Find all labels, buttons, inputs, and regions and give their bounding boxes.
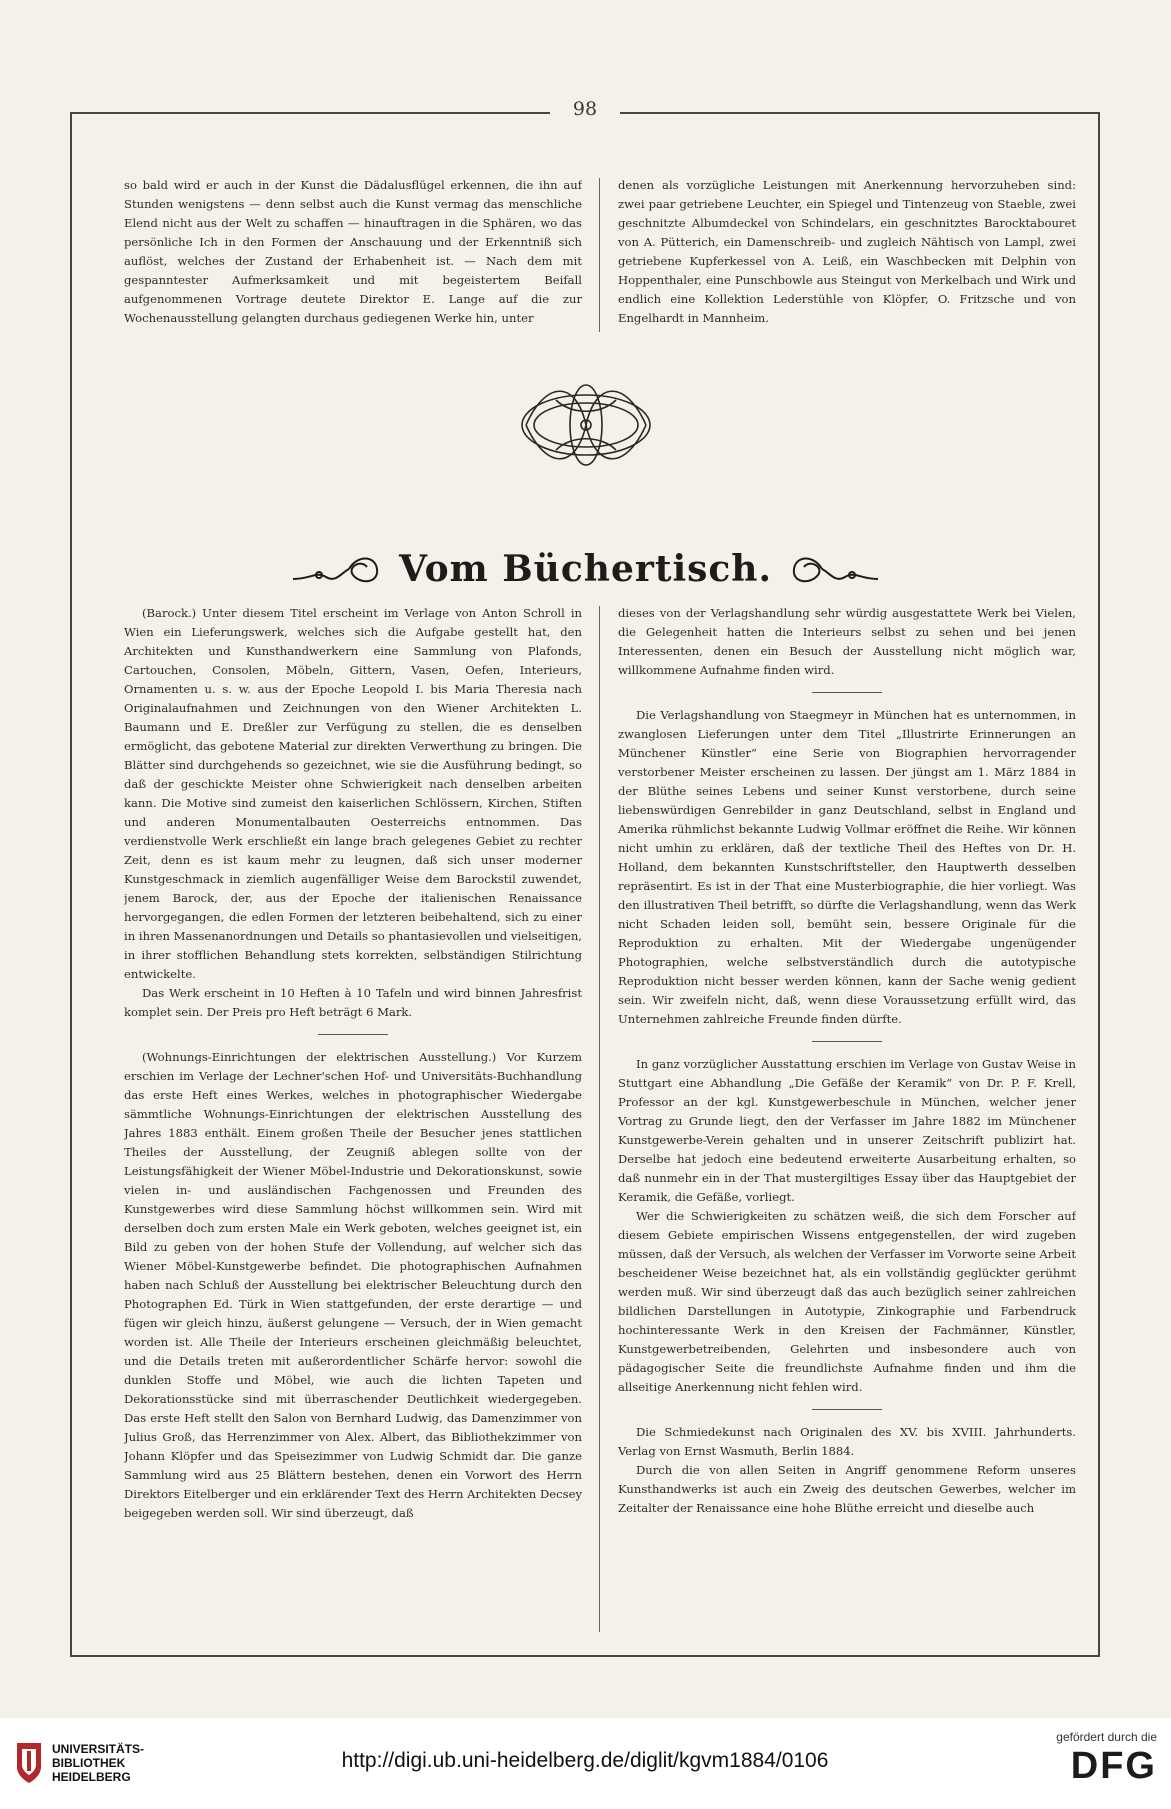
library-name-line: UNIVERSITÄTS- bbox=[52, 1742, 145, 1756]
top-left-column bbox=[124, 176, 582, 334]
separator-rule bbox=[318, 1034, 388, 1035]
paragraph: Wer die Schwierigkeiten zu schätzen weiß, die sich dem Forscher auf diesem Gebiete empirischen Wissens entgegenstellen, der wird zugeben müssen, daß der Versuch, als welchen der Verfasser im Vorworte seine Arbeit bescheidener Weise bezeichnet hat, als ein vollständig geglückter gerühmt werden muß. Wir sind überzeugt daß das auch bezüglich seiner zahlreichen bildlichen Darstellungen in Autotypie, Zinkographie und Farbendruck hochinteressante Werk in den Kreisen der Fachmänner, Künstler, Kunstgewerbetreibenden, Gelehrten und insbesondere auch von pädagogischer Seite die freundlichste Aufnahme finden und ihm die allseitige Anerkennung nicht fehlen wird. bbox=[618, 1209, 1076, 1394]
paragraph: (Barock.) Unter diesem Titel erscheint im Verlage von Anton Schroll in Wien ein Lieferungswerk, welches sich die Aufgabe gestellt hat, den Architekten und Kunsthandwerkern eine Sammlung von Plafonds, Cartouchen, Consolen, Möbeln, Gittern, Vasen, Oefen, Interieurs, Ornamenten u. s. w. aus der Epoche Leopold I. bis Maria Theresia nach Originalaufnahmen und Zeichnungen von den Wiener Architekten L. Baumann und E. Dreßler zur Verfügung zu stellen, die es denselben ermöglicht, das gebotene Material zur direkten Verwerthung zu bringen. Die Blätter sind durchgehends so gezeichnet, wie sie die Ausführung bedingt, so daß der geschickte Meister ohne Schwierigkeit nach denselben arbeiten kann. Die Motive sind zumeist den kaiserlichen Schlössern, Kirchen, Stiften und anderen Monumentalbauten Oesterreichs entnommen. Das verdienstvolle Werk erschließt ein lange brach gelegenes Gebiet zu rechter Zeit, denn es ist kaum mehr zu leugnen, daß sich unser moderner Kunstgeschmack in ziemlich augenfälliger Weise dem Barockstil zuwendet, jenem Barock, der, aus der Epoche der italienischen Renaissance hervorgegangen, die edlen Formen der letzteren beibehaltend, sich zu einer in ihren Massenanordnungen und Details so phantasievollen und vielseitigen, in ihrer stofflichen Behandlung stets korrekten, selbständigen Stilrichtung entwickelte. bbox=[124, 606, 582, 981]
funding-text: gefördert durch die bbox=[1056, 1730, 1157, 1744]
paragraph: dieses von der Verlagshandlung sehr würdig ausgestattete Werk bei Vielen, die Gelegenheit hatten die Interieurs selbst zu sehen und bei jenen Interessenten, denen ein Besuch der Ausstellung nicht möglich war, willkommene Aufnahme finden wird. bbox=[618, 606, 1076, 677]
library-name-line: HEIDELBERG bbox=[52, 1770, 131, 1784]
title-flourish-left-icon bbox=[291, 549, 381, 589]
library-crest-icon bbox=[14, 1741, 44, 1785]
paragraph: (Wohnungs-Einrichtungen der elektrischen Ausstellung.) Vor Kurzem erschien im Verlage der Lechner'schen Hof- und Universitäts-Buchhandlung das erste Heft eines Werkes, welches in photographischer Wiedergabe sämmtliche Wohnungs-Einrichtungen der elektrischen Ausstellung des Jahres 1883 enthält. Einem großen Theile der Besucher jenes stattlichen Theiles der Ausstellung, der Zeugniß ablegen sollte von der Leistungsfähigkeit der Wiener Möbel-Industrie und Dekorationskunst, sowie vielen in- und ausländischen Fachgenossen und Freunden des Kunstgewerbes wird diese Sammlung höchst willkommen sein. Wird mit derselben doch zum ersten Male ein Werk geboten, welches geeignet ist, ein Bild zu geben von der hohen Stufe der Vollendung, auf welcher sich das Wiener Möbel-Kunstgewerbe befindet. Die photographischen Aufnahmen haben nach Schluß der Ausstellung bei elektrischer Beleuchtung durch den Photographen Ed. Türk in Wien stattgefunden, der erste derartige — und fügen wir gleich hinzu, äußerst gelungene — Versuch, der in Wien gemacht worden ist. Alle Theile der Interieurs erscheinen gleichmäßig beleuchtet, und die Details treten mit außerordentlicher Schärfe hervor: sowohl die dunklen Stoffe und Möbel, wie auch die lichten Tapeten und Dekorationsstücke sind mit überraschender Deutlichkeit wiedergegeben. Das erste Heft stellt den Salon von Bernhard Ludwig, das Damenzimmer von Julius Groß, das Herrenzimmer von Alex. Albert, das Bibliothekzimmer von Johann Klöpfer und das Speisezimmer von Ludwig Schmidt dar. Die ganze Sammlung wird aus 25 Blättern bestehen, denen ein Vorwort des Herrn Direktors Eitelberger und ein erklärender Text des Herrn Architekten Decsey beigegeben werden soll. Wir sind überzeugt, daß bbox=[124, 1050, 582, 1520]
column-divider-main bbox=[599, 606, 600, 1632]
source-url-link[interactable]: http://digi.ub.uni-heidelberg.de/diglit/kgvm1884/0106 bbox=[341, 1749, 829, 1772]
library-name-line: BIBLIOTHEK bbox=[52, 1756, 126, 1770]
column-divider-top bbox=[599, 178, 600, 332]
main-right-column bbox=[618, 604, 1076, 1634]
paragraph: Durch die von allen Seiten in Angriff genommene Reform unseres Kunsthandwerks ist auch ein Zweig des deutschen Gewerbes, welcher im Zeitalter der Renaissance eine hohe Blüthe erreicht und dieselbe auch bbox=[618, 1463, 1076, 1515]
paragraph: denen als vorzügliche Leistungen mit Anerkennung hervorzuheben sind: zwei paar getriebene Leuchter, ein Spiegel und Tintenzeug von Staeble, zwei geschnitzte Albumdeckel von Schindelars, ein geschnitztes Barocktabouret von A. Pütterich, ein Damenschreib- und zugleich Nähtisch von Lampl, zwei getriebene Kupferkessel von A. Leiß, ein Waschbecken mit Delphin von Hoppenthaler, eine Punschbowle aus Steingut von Merkelbach und Wirk und endlich eine Kollektion Lederstühle von Klöpfer, O. Fritzsche und von Engelhardt in Mannheim. bbox=[618, 178, 1076, 325]
paragraph: so bald wird er auch in der Kunst die Dädalusflügel erkennen, die ihn auf Stunden wenigstens — denn selbst auch die Kunst vermag das menschliche Elend nicht aus der Welt zu schaffen — hinauftragen in die Sphären, wo das persönliche Ich in den Formen der Anschauung und der Erkenntniß sich auflöst, welches der Zustand der Erhabenheit ist. — Nach dem mit gespanntester Aufmerksamkeit und mit begeistertem Beifall aufgenommenen Vortrage deutete Direktor E. Lange auf die zur Wochenausstellung gelangten durchaus gediegenen Werke hin, unter bbox=[124, 178, 582, 325]
separator-rule bbox=[812, 1409, 882, 1410]
flourish-ornament bbox=[516, 370, 656, 480]
paragraph: Das Werk erscheint in 10 Heften à 10 Tafeln und wird binnen Jahresfrist komplet sein. Der Preis pro Heft beträgt 6 Mark. bbox=[124, 986, 582, 1019]
separator-rule bbox=[812, 692, 882, 693]
paragraph: Die Verlagshandlung von Staegmeyr in München hat es unternommen, in zwanglosen Lieferungen unter dem Titel „Illustrirte Erinnerungen an Münchener Künstler“ eine Serie von Biographien hervorragender verstorbener Meister erscheinen zu lassen. Der jüngst am 1. März 1884 in der Blüthe seines Lebens und seiner Kunst verstorbene, durch seine liebenswürdigen Genrebilder in ganz Deutschland, selbst in England und Amerika rühmlichst bekannte Ludwig Vollmar eröffnet die Reihe. Wir können nicht umhin zu erklären, daß der textliche Theil des Heftes von Dr. H. Holland, dem bekannten Kunstschriftsteller, den Hauptwerth desselben repräsentirt. Es ist in der That eine Musterbiographie, die hier vorliegt. Was den illustrativen Theil betrifft, so dürfte die Verlagshandlung, wenn das Werk nicht Schaden leiden soll, bemüht sein, bessere Originale für die Reproduktion zu erhalten. Mit der Wiedergabe ungenügender Photographien, welche selbstverständlich durch die autotypische Reproduktion nicht besser werden können, kann der Sache wenig gedient sein. Wir zweifeln nicht, daß, wenn diese Voraussetzung erfüllt wird, das Unternehmen zahlreiche Freunde finden dürfte. bbox=[618, 708, 1076, 1026]
paragraph: In ganz vorzüglicher Ausstattung erschien im Verlage von Gustav Weise in Stuttgart eine Abhandlung „Die Gefäße der Keramik“ von Dr. P. F. Krell, Professor an der kgl. Kunstgewerbeschule in München, welcher jener Vortrag zu Grunde liegt, den der Verfasser im Jahre 1882 im Münchener Kunstgewerbe-Verein gehalten und in unserer Zeitschrift publizirt hat. Derselbe hat jedoch eine bedeutend erweiterte Ausarbeitung erhalten, so daß nunmehr ein in der That mustergiltiges Essay über das Hauptgebiet der Keramik, die Gefäße, vorliegt. bbox=[618, 1057, 1076, 1204]
main-left-column bbox=[124, 604, 582, 1634]
top-right-column bbox=[618, 176, 1076, 334]
dfg-logo[interactable] bbox=[987, 1730, 1157, 1788]
section-title: Vom Büchertisch. bbox=[398, 548, 773, 590]
paragraph: Die Schmiedekunst nach Originalen des XV. bis XVIII. Jahrhunderts. Verlag von Ernst Wasmuth, Berlin 1884. bbox=[618, 1425, 1076, 1458]
library-logo[interactable] bbox=[14, 1738, 254, 1788]
dfg-wordmark: DFG bbox=[1070, 1745, 1157, 1787]
page-number: 98 bbox=[572, 98, 598, 120]
footer-bar bbox=[0, 1718, 1171, 1809]
title-flourish-right-icon bbox=[790, 549, 880, 589]
section-heading bbox=[0, 548, 1171, 598]
separator-rule bbox=[812, 1041, 882, 1042]
